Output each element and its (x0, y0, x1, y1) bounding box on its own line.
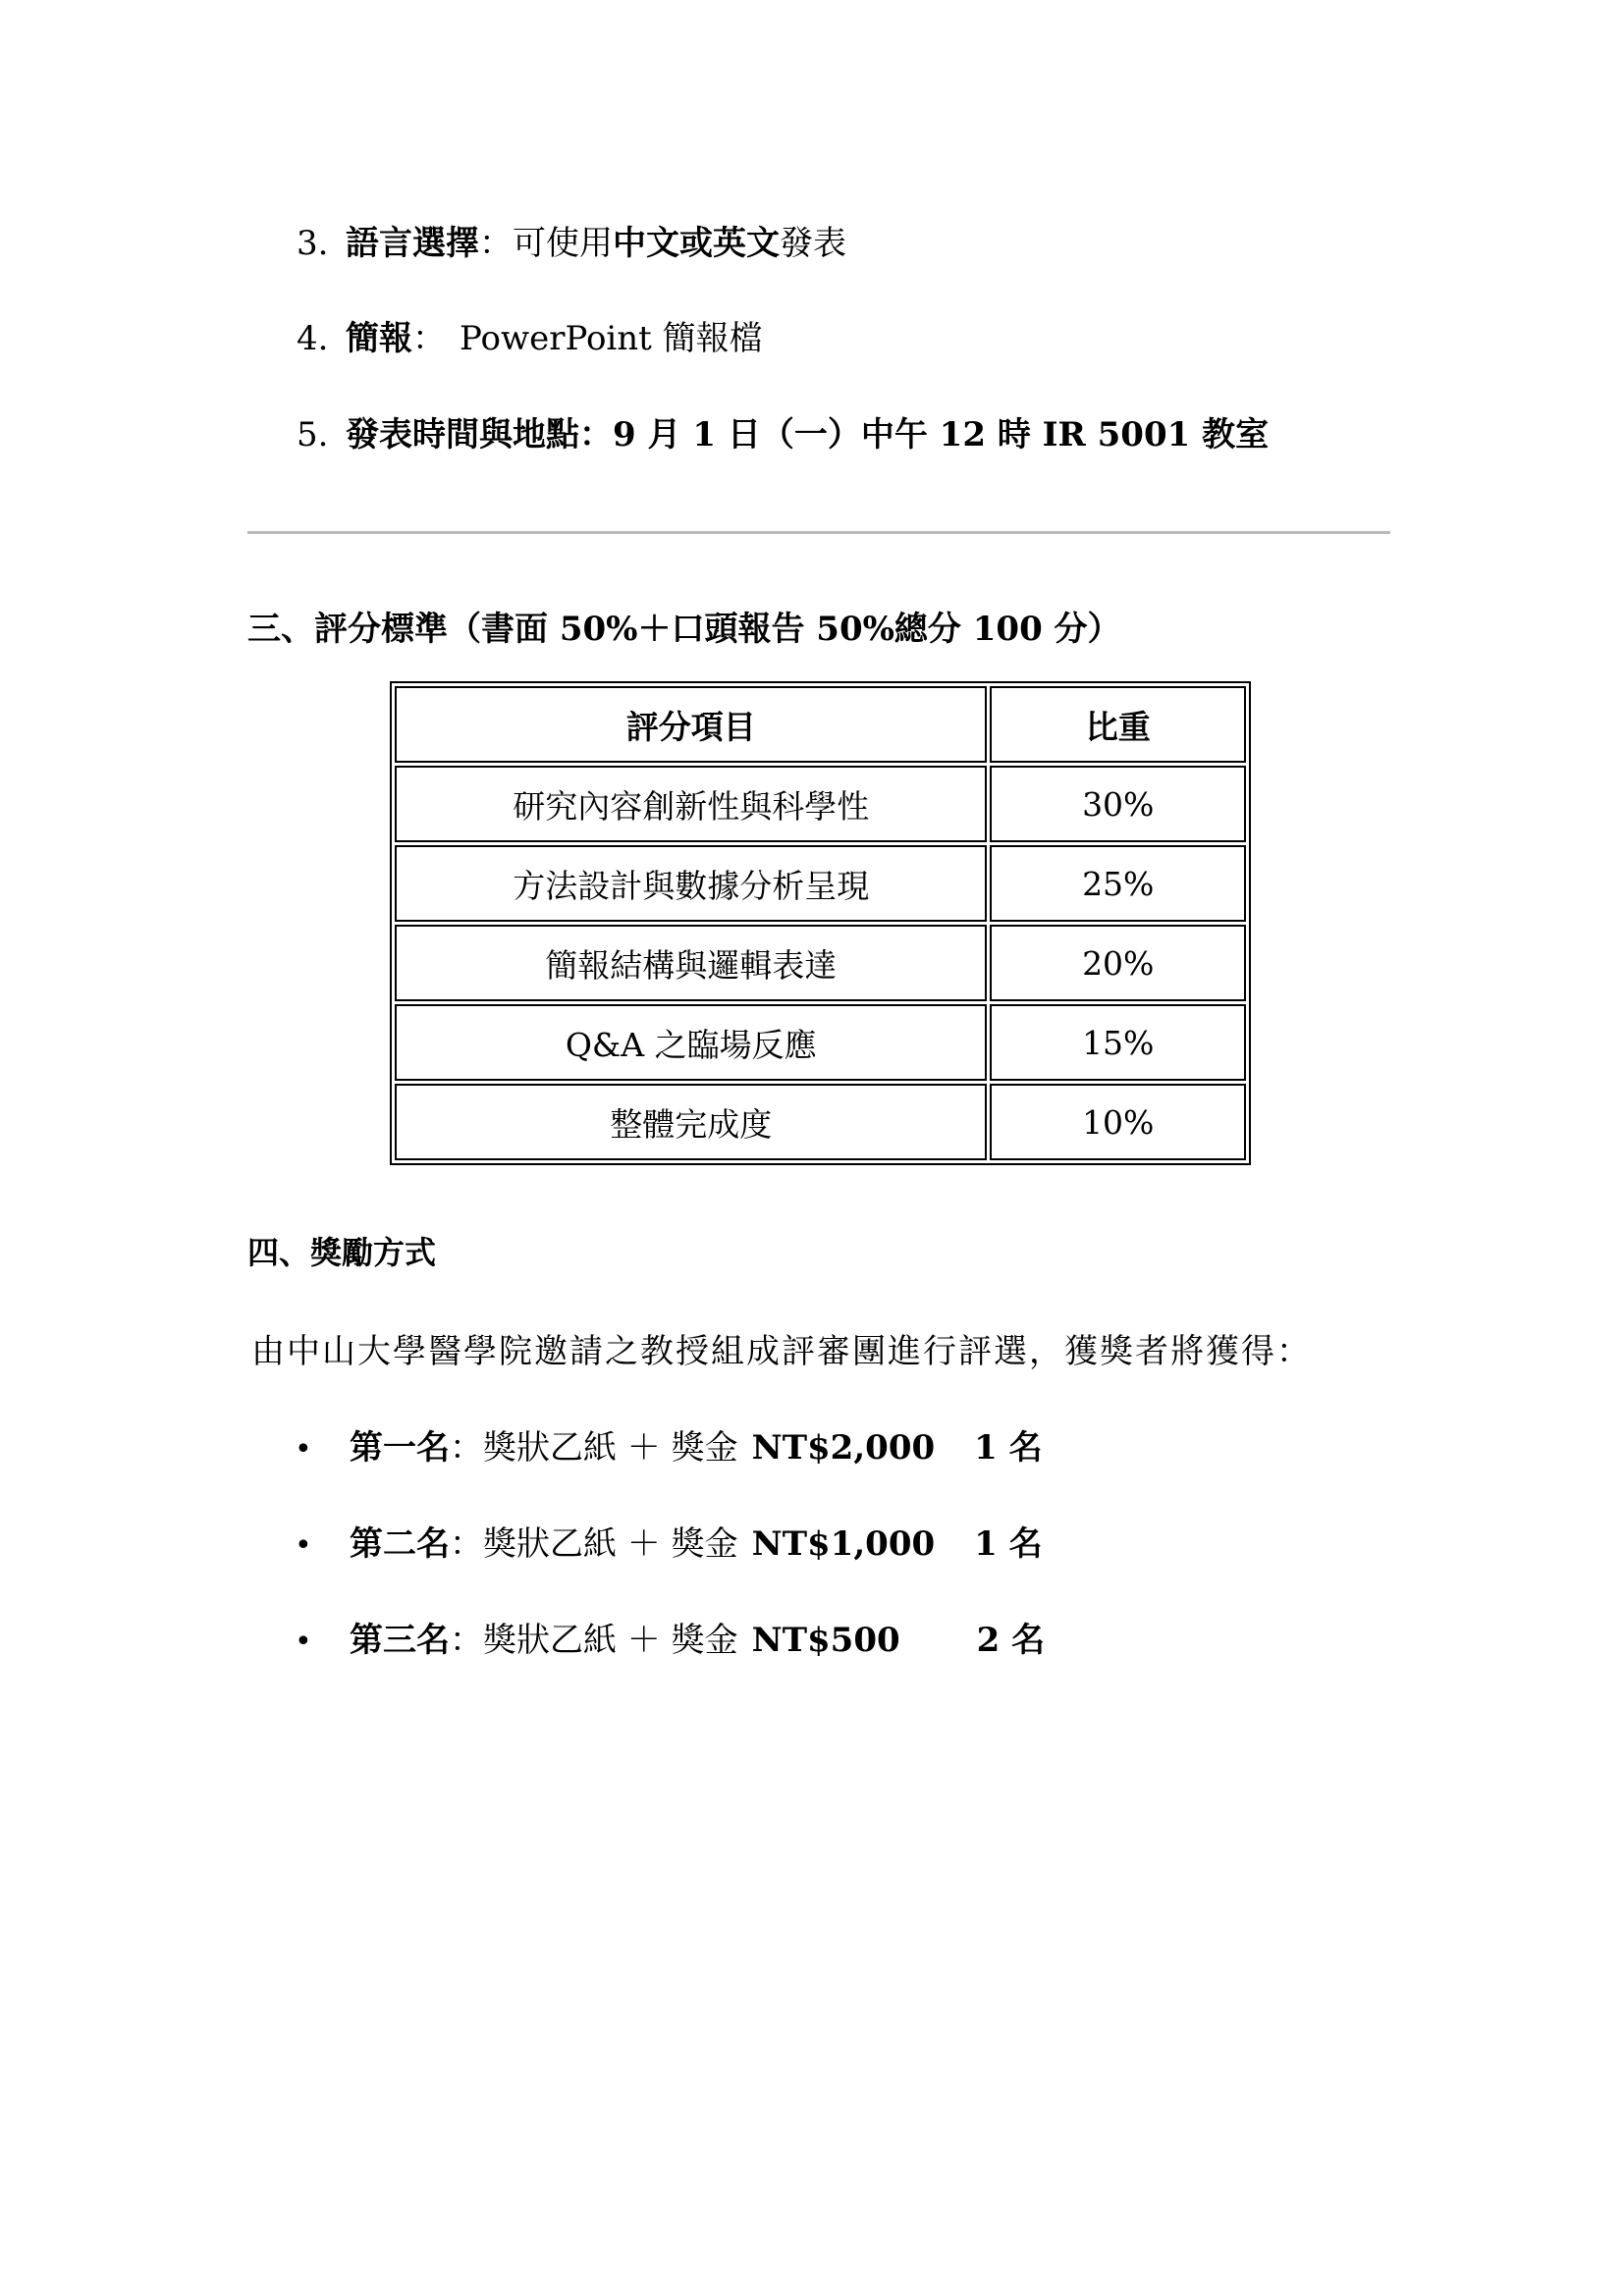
award-amount: NT$500 (751, 1621, 900, 1660)
item-number: 5. (297, 415, 329, 454)
item-colon: ： (479, 224, 513, 263)
table-header-row (395, 686, 1246, 763)
award-prize: 獎狀乙紙 ＋ 獎金 (483, 1428, 738, 1468)
criteria-table (390, 681, 1251, 1165)
table-row (395, 925, 1246, 1001)
table-cell-weight: 10% (990, 1084, 1246, 1160)
award-amount: NT$1,000 (751, 1524, 936, 1564)
section-heading-criteria: 三、評分標準（書面 50%＋口頭報告 50%總分 100 分） (247, 610, 1121, 649)
table-cell-weight: 15% (990, 1004, 1246, 1081)
award-count: 1 名 (974, 1524, 1043, 1564)
item-colon: ： (412, 319, 446, 358)
bullet-icon: • (295, 1625, 312, 1659)
bullet-icon: • (295, 1528, 312, 1563)
item-colon: ： (579, 415, 613, 454)
item-text: PowerPoint 簡報檔 (460, 319, 763, 358)
table-cell-item: Q&A 之臨場反應 (395, 1004, 987, 1081)
list-item (295, 1522, 1043, 1569)
item-text-bold: 9 月 1 日（一）中午 12 時 IR 5001 教室 (613, 415, 1270, 454)
table-row (395, 766, 1246, 842)
award-amount: NT$2,000 (751, 1428, 936, 1468)
item-text: 可使用 (513, 224, 613, 263)
item-text-bold: 中文或英文 (613, 224, 780, 263)
item-label: 發表時間與地點 (346, 415, 579, 454)
award-prize: 獎狀乙紙 ＋ 獎金 (483, 1621, 738, 1660)
item-text: 發表 (780, 224, 846, 263)
award-prize: 獎狀乙紙 ＋ 獎金 (483, 1524, 738, 1564)
table-cell-item: 簡報結構與邏輯表達 (395, 925, 987, 1001)
item-number: 4. (297, 319, 329, 358)
table-cell-weight: 25% (990, 845, 1246, 922)
bullet-icon: • (295, 1432, 312, 1467)
item-number: 3. (297, 224, 329, 263)
list-item (295, 1425, 1043, 1472)
award-count: 1 名 (974, 1428, 1043, 1468)
table-cell-item: 方法設計與數據分析呈現 (395, 845, 987, 922)
item-label: 簡報 (346, 319, 412, 358)
award-colon: ： (450, 1524, 483, 1564)
item-language (297, 221, 846, 266)
award-rank: 第一名 (350, 1428, 450, 1468)
award-count: 2 名 (976, 1621, 1046, 1660)
item-time-place (297, 412, 1269, 457)
table-cell-weight: 30% (990, 766, 1246, 842)
table-header-item: 評分項目 (395, 686, 987, 763)
table-row (395, 845, 1246, 922)
award-colon: ： (450, 1621, 483, 1660)
item-label: 語言選擇 (346, 224, 479, 263)
awards-paragraph: 由中山大學醫學院邀請之教授組成評審團進行評選，獲獎者將獲得： (251, 1332, 1312, 1371)
horizontal-divider (247, 531, 1390, 534)
award-rank: 第二名 (350, 1524, 450, 1564)
table-row (395, 1004, 1246, 1081)
table-row (395, 1084, 1246, 1160)
list-item (295, 1618, 1045, 1665)
table-cell-item: 研究內容創新性與科學性 (395, 766, 987, 842)
table-header-weight: 比重 (990, 686, 1246, 763)
award-colon: ： (450, 1428, 483, 1468)
table-cell-item: 整體完成度 (395, 1084, 987, 1160)
section-heading-awards: 四、獎勵方式 (247, 1234, 437, 1271)
award-rank: 第三名 (350, 1621, 450, 1660)
item-slides (297, 316, 763, 361)
table-cell-weight: 20% (990, 925, 1246, 1001)
